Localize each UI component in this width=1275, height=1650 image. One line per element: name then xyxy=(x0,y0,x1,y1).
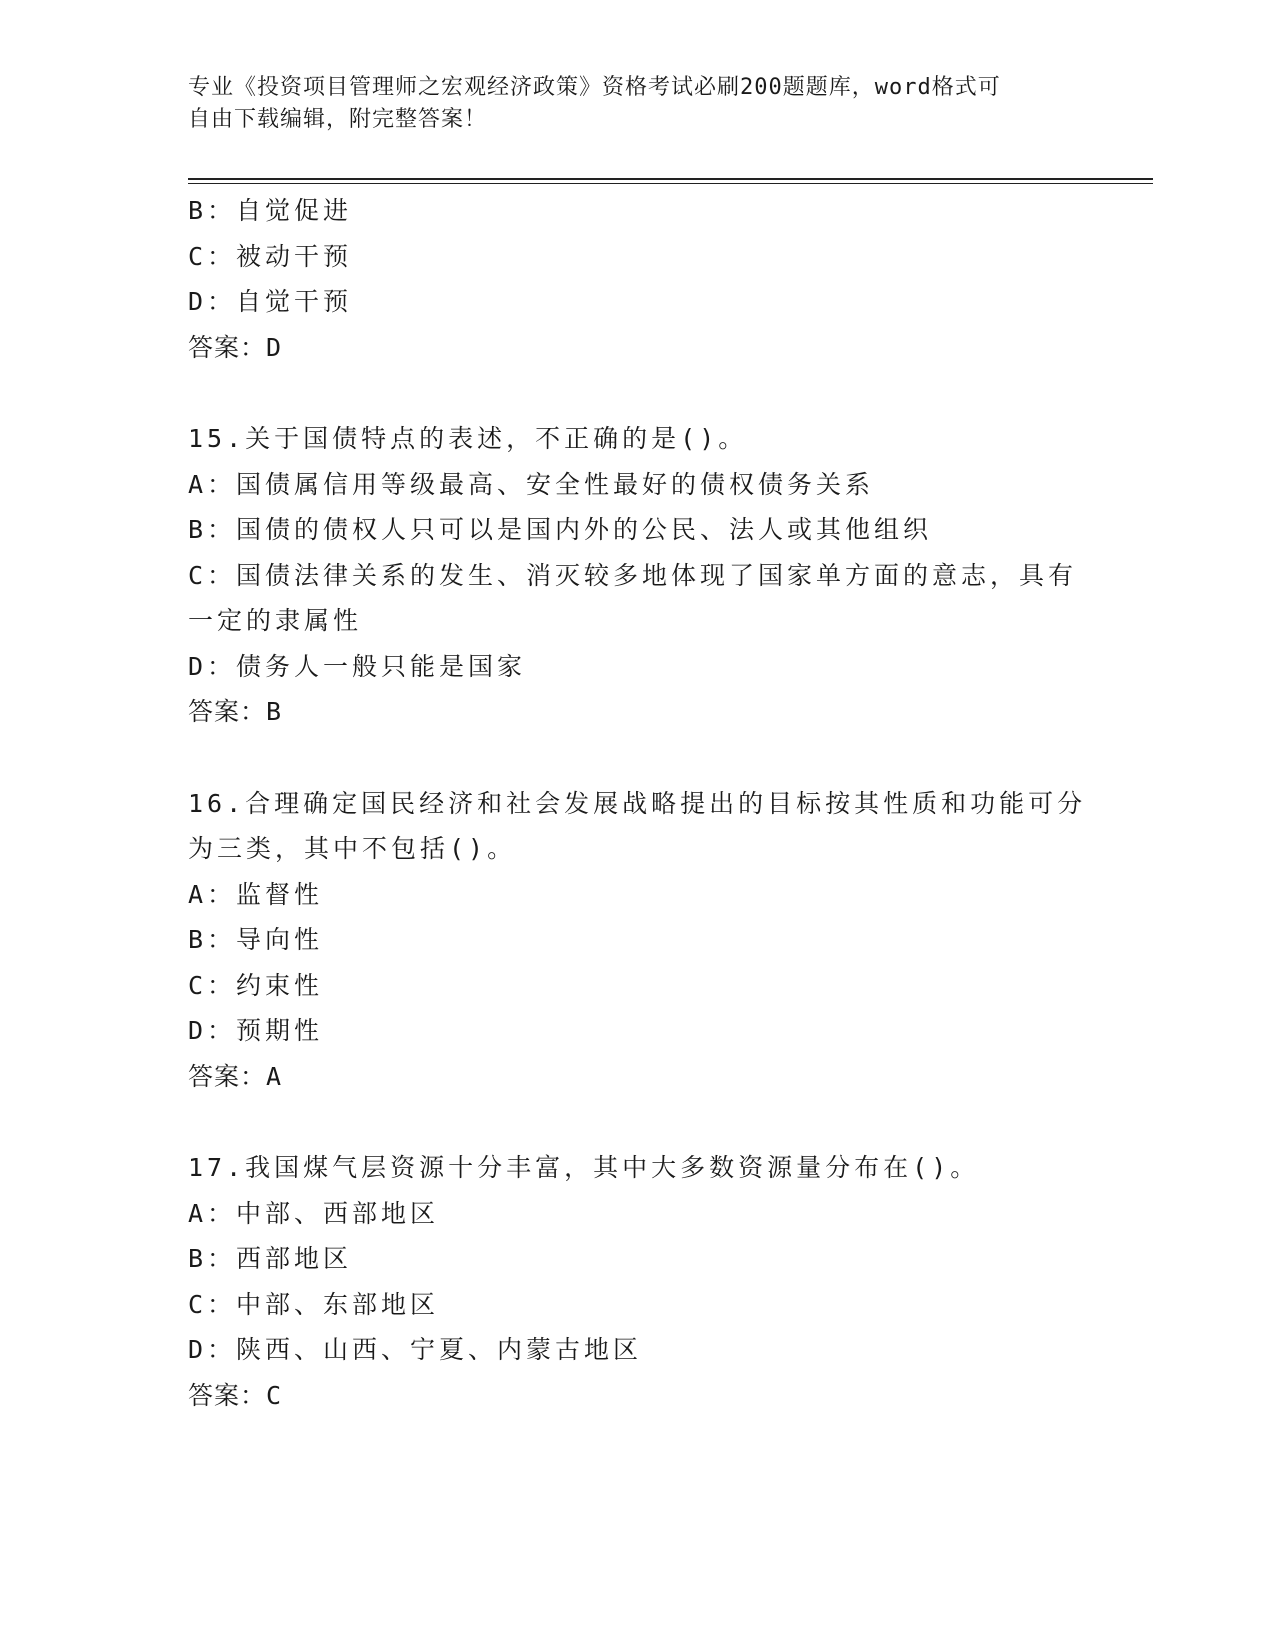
header-line-1: 专业《投资项目管理师之宏观经济政策》资格考试必刷200题题库，word格式可 xyxy=(188,75,1001,100)
header-rule-thin xyxy=(188,183,1153,184)
answer-value: A xyxy=(266,1061,283,1091)
question-14-continued xyxy=(188,188,1088,370)
answer-label: 答案： xyxy=(188,332,267,362)
question-stem: 17.我国煤气层资源十分丰富，其中大多数资源量分布在()。 xyxy=(188,1153,980,1182)
answer-value: C xyxy=(266,1380,283,1410)
option-c-line-1: C：国债法律关系的发生、消灭较多地体现了国家单方面的意志，具有 xyxy=(188,560,1078,590)
answer-label: 答案： xyxy=(188,1380,267,1410)
question-stem: 15.关于国债特点的表述，不正确的是()。 xyxy=(188,424,748,453)
answer-line xyxy=(188,325,1088,371)
option-a: A：国债属信用等级最高、安全性最好的债权债务关系 xyxy=(188,469,875,499)
question-content xyxy=(188,188,1088,1418)
option-d: D：预期性 xyxy=(188,1016,324,1045)
option-c: C：被动干预 xyxy=(188,241,353,271)
answer-line xyxy=(188,1373,1088,1419)
option-c-line-2: 一定的隶属性 xyxy=(188,606,363,635)
option-c: C：约束性 xyxy=(188,970,324,1000)
option-a: A：中部、西部地区 xyxy=(188,1198,440,1228)
answer-line xyxy=(188,1054,1088,1100)
header-rule-thick xyxy=(188,178,1153,180)
option-c: C：中部、东部地区 xyxy=(188,1289,440,1319)
document-header xyxy=(188,72,1068,136)
question-stem-line-1: 16.合理确定国民经济和社会发展战略提出的目标按其性质和功能可分 xyxy=(188,788,1087,818)
answer-label: 答案： xyxy=(188,1061,267,1091)
option-b: B：西部地区 xyxy=(188,1244,353,1273)
header-line-2: 自由下载编辑，附完整答案！ xyxy=(188,107,488,132)
question-17 xyxy=(188,1145,1088,1418)
answer-value: D xyxy=(266,332,283,362)
option-a: A：监督性 xyxy=(188,879,324,909)
question-stem xyxy=(188,781,1088,872)
option-b: B：导向性 xyxy=(188,925,324,954)
option-d: D：自觉干预 xyxy=(188,287,353,316)
option-d: D：债务人一般只能是国家 xyxy=(188,651,527,681)
question-15 xyxy=(188,416,1088,735)
option-b: B：自觉促进 xyxy=(188,196,353,225)
answer-value: B xyxy=(266,697,283,726)
question-stem-line-2: 为三类，其中不包括()。 xyxy=(188,834,517,863)
answer-line xyxy=(188,689,1088,735)
option-d: D：陕西、山西、宁夏、内蒙古地区 xyxy=(188,1335,643,1364)
question-16 xyxy=(188,781,1088,1100)
option-c xyxy=(188,553,1088,644)
option-b: B：国债的债权人只可以是国内外的公民、法人或其他组织 xyxy=(188,515,933,544)
answer-label: 答案： xyxy=(188,697,267,726)
